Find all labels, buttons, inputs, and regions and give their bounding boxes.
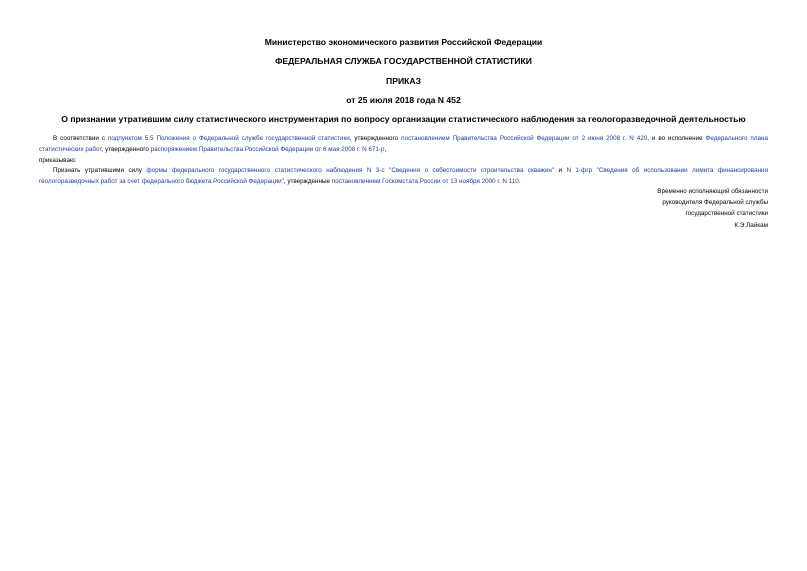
signatory-name: К.Э.Лайкам xyxy=(734,221,768,229)
link-regulation-clause[interactable]: подпунктом 5.5 Положения о Федеральной службе государственной статистики xyxy=(107,135,350,142)
decree-text-3: , утвержденные xyxy=(283,178,332,185)
basis-text-4: , утвержденного xyxy=(101,146,151,153)
decree-text-4: . xyxy=(518,178,521,185)
link-government-decree-420[interactable]: постановлением Правительства Российской Федерации от 2 июня 2008 г. N 420 xyxy=(401,135,648,142)
signature-position-line-3: государственной статистики xyxy=(685,210,768,218)
decree-text-1: Признать утратившими силу xyxy=(53,167,147,174)
basis-text-3: , и во исполнение xyxy=(647,135,706,142)
ministry-name: Министерство экономического развития Российской Федерации xyxy=(264,37,543,47)
decree-paragraph xyxy=(39,165,768,187)
link-form-3s[interactable]: формы федерального государственного статистического наблюдения N 3-с "Сведения о себестоимости строительства скважин" xyxy=(146,167,555,174)
link-goskomstat-resolution-110[interactable]: постановлением Госкомстата России от 13 ноября 2000 г. N 110 xyxy=(331,178,519,185)
order-word: приказываю: xyxy=(39,157,77,164)
link-form-1fgr[interactable]: N 1-фгр "Сведения об использовании лимита финансирования геологоразведочных работ за счет федерального бюджета Российской Федерации" xyxy=(39,167,768,185)
order-subject: О признании утратившим силу статистического инструментария по вопросу организации статистического наблюдения за геологоразведочной деятельностью xyxy=(61,114,746,124)
signature-position-line-2: руководителя Федеральной службы xyxy=(662,199,768,207)
signature-position-line-1: Временно исполняющий обязанности xyxy=(657,188,768,195)
decree-text-2: и xyxy=(554,167,567,174)
order-type: ПРИКАЗ xyxy=(386,76,421,86)
link-government-order-671r[interactable]: распоряжением Правительства Российской Федерации от 6 мая 2008 г. N 671-р xyxy=(150,146,385,153)
basis-text-1: В соответствии с xyxy=(53,135,108,142)
basis-paragraph xyxy=(39,133,768,155)
basis-text-5: , xyxy=(384,146,387,153)
signature-block xyxy=(468,186,768,231)
order-date: от 25 июля 2018 года N 452 xyxy=(346,95,461,105)
basis-text-2: , утвержденного xyxy=(349,135,402,142)
link-federal-statistical-plan[interactable]: Федерального плана статистических работ xyxy=(39,135,768,153)
service-name: ФЕДЕРАЛЬНАЯ СЛУЖБА ГОСУДАРСТВЕННОЙ СТАТИСТИКИ xyxy=(275,56,532,66)
